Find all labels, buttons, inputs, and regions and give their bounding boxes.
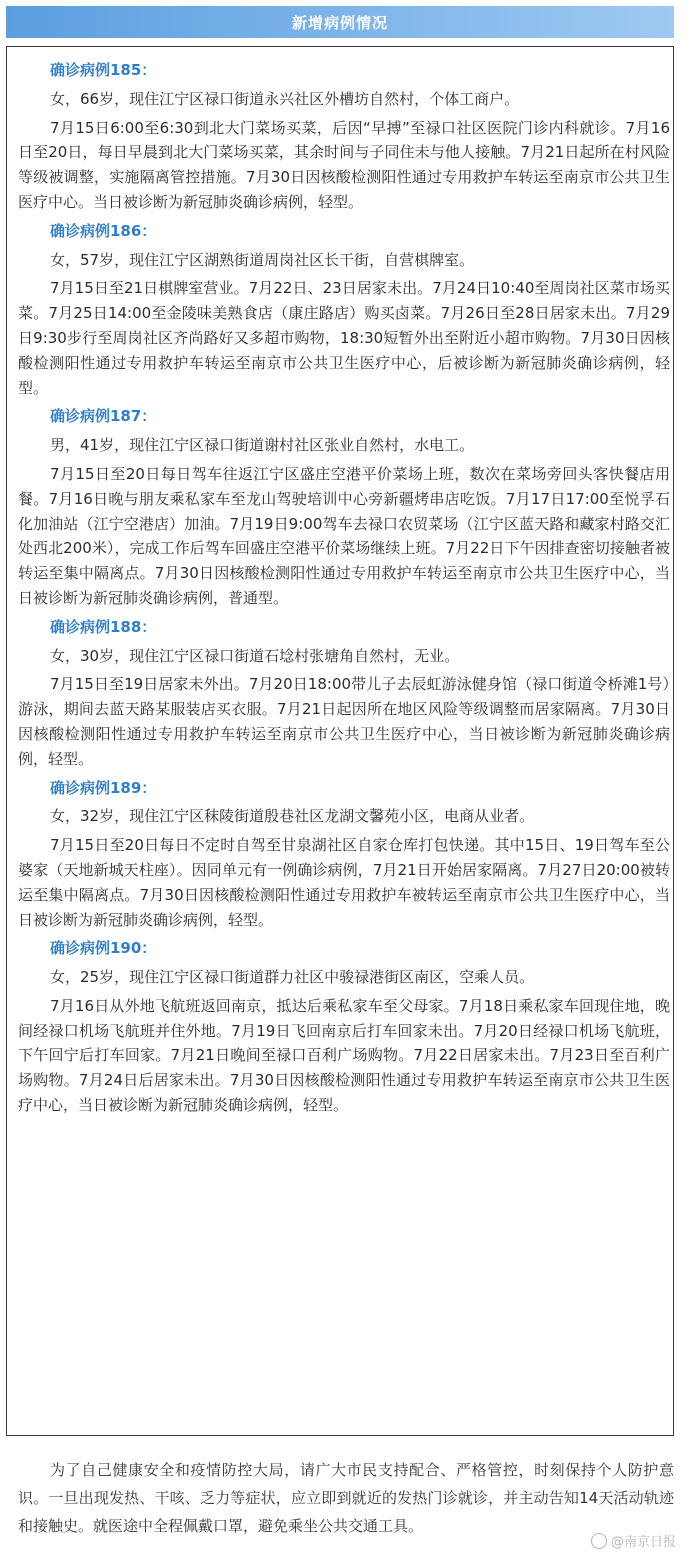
- watermark-text: @南京日报: [610, 1535, 676, 1550]
- case-profile: 女，57岁，现住江宁区湖熟街道周岗社区长干街，自营棋牌室。: [50, 250, 475, 269]
- case-trajectory: 7月15日至20日每日不定时自驾至甘泉湖社区自家仓库打包快递。其中15日、19日驾车至公婆家（天地新城天柱座）。因同单元有一例确诊病例，7月21日开始居家隔离。7月27日20:00被转运至集中隔离点。7月30日因核酸检测阳性通过专用救护车被转运至南京市公共卫生医疗中心，当日被诊断为新冠肺炎确诊病例，轻型。: [18, 836, 670, 929]
- case-187: [18, 404, 670, 610]
- case-185: [18, 58, 670, 215]
- public-notice: 为了自己健康安全和疫情防控大局，请广大市民支持配合、严格管控，时刻保持个人防护意识。一旦出现发热、干咳、乏力等症状，应立即到就近的发热门诊就诊，并主动告知14天活动轨迹和接触史。就医途中全程佩戴口罩，避免乘坐公共交通工具。: [18, 1461, 674, 1535]
- case-189: [18, 776, 670, 933]
- case-profile: 女，30岁，现住江宁区禄口街道石埝村张塘角自然村，无业。: [50, 646, 460, 665]
- case-title: 确诊病例185：: [50, 61, 157, 79]
- watermark: [591, 1531, 676, 1550]
- case-188: [18, 615, 670, 772]
- case-trajectory: 7月15日至20日每日驾车往返江宁区盛庄空港平价菜场上班，数次在菜场旁回头客快餐店用餐。7月16日晚与朋友乘私家车至龙山驾驶培训中心旁新疆烤串店吃饭。7月17日17:00至悦孚石化加油站（江宁空港店）加油。7月19日9:00驾车去禄口农贸菜场（江宁区蓝天路和藏家村路交汇处西北200米），完成工作后驾车回盛庄空港平价菜场继续上班。7月22日下午因排查密切接触者被转运至集中隔离点。7月30日因核酸检测阳性通过专用救护车转运至南京市公共卫生医疗中心，当日被诊断为新冠肺炎确诊病例，普通型。: [18, 464, 670, 607]
- case-profile: 女，32岁，现住江宁区秣陵街道殷巷社区龙湖文馨苑小区，电商从业者。: [50, 807, 535, 826]
- case-title: 确诊病例187：: [50, 407, 157, 426]
- case-profile: 女，66岁，现住江宁区禄口街道永兴社区外槽坊自然村，个体工商户。: [50, 89, 520, 108]
- cases-list: [18, 58, 670, 1122]
- weibo-icon: [591, 1533, 607, 1549]
- section-banner: [6, 6, 674, 38]
- case-profile: 女，25岁，现住江宁区禄口街道群力社区中骏禄港街区南区，空乘人员。: [50, 968, 535, 987]
- case-190: [18, 936, 670, 1118]
- banner-title: 新增病例情况: [291, 13, 388, 32]
- case-title: 确诊病例189：: [50, 778, 157, 797]
- case-trajectory: 7月15日6:00至6:30到北大门菜场买菜，后因“早搏”至禄口社区医院门诊内科就诊。7月16日至20日，每日早晨到北大门菜场买菜，其余时间与子同住未与他人接触。7月21日起所在村风险等级被调整，实施隔离管控措施。7月30日因核酸检测阳性通过专用救护车转运至南京市公共卫生医疗中心。当日被诊断为新冠肺炎确诊病例，轻型。: [18, 118, 670, 211]
- case-title: 确诊病例188：: [50, 617, 157, 636]
- case-trajectory: 7月16日从外地飞航班返回南京，抵达后乘私家车至父母家。7月18日乘私家车回现住地，晚间经禄口机场飞航班并住外地。7月19日飞回南京后打车回家未出。7月20日经禄口机场飞航班，下午回宁后打车回家。7月21日晚间至禄口百利广场购物。7月22日居家未出。7月23日至百利广场购物。7月24日后居家未出。7月30日因核酸检测阳性通过专用救护车转运至南京市公共卫生医疗中心，当日被诊断为新冠肺炎确诊病例，轻型。: [18, 996, 670, 1115]
- case-trajectory: 7月15日至21日棋牌室营业。7月22日、23日居家未出。7月24日10:40至周岗社区菜市场买菜。7月25日14:00至金陵味美熟食店（康庄路店）购买卤菜。7月26日至28日居家未出。7月29日9:30步行至周岗社区齐尚路好又多超市购物，18:30短暂外出至附近小超市购物。7月30日因核酸检测阳性通过专用救护车转运至南京市公共卫生医疗中心，后被诊断为新冠肺炎确诊病例，轻型。: [18, 279, 670, 397]
- case-trajectory: 7月15日至19日居家未外出。7月20日18:00带儿子去辰虹游泳健身馆（禄口街道令桥滩1号）游泳，期间去蓝天路某服装店买衣服。7月21日起因所在地区风险等级调整而居家隔离。7月30日因核酸检测阳性通过专用救护车转运至南京市公共卫生医疗中心，当日被诊断为新冠肺炎确诊病例，轻型。: [18, 675, 670, 768]
- case-title: 确诊病例190：: [50, 939, 157, 958]
- case-186: [18, 219, 670, 401]
- case-title: 确诊病例186：: [50, 221, 157, 240]
- case-profile: 男，41岁，现住江宁区禄口街道谢村社区张业自然村，水电工。: [50, 436, 475, 455]
